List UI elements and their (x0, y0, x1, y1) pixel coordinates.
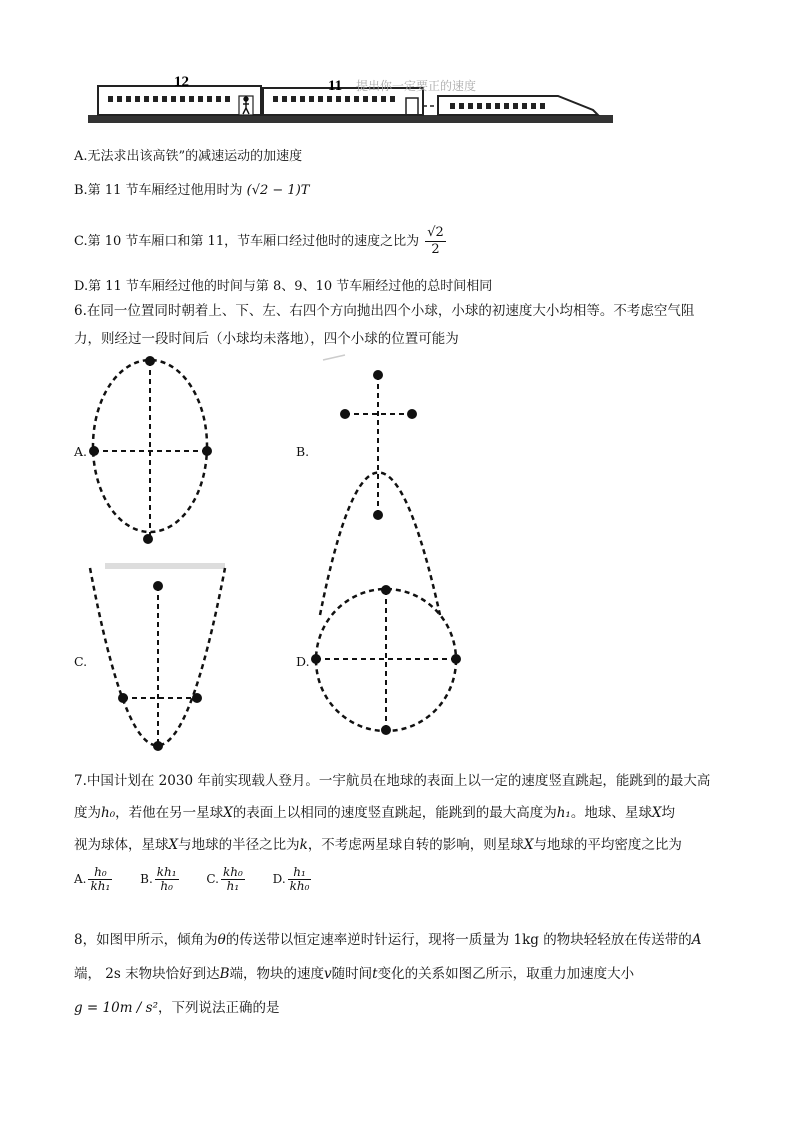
q5-option-c-text: C.第 10 节车厢口和第 11，节车厢口经过他时的速度之比为 (74, 234, 420, 249)
q7-var-k: k (299, 837, 308, 853)
ball-right (451, 654, 461, 664)
q6-option-a-label: A. (74, 444, 88, 459)
q7-var-h0: h₀ (101, 805, 116, 821)
ball-down (373, 510, 383, 520)
track (88, 115, 613, 123)
q5-option-b-expr: (√2 − 1)T (246, 183, 310, 198)
q6-option-d-label: D. (296, 654, 310, 669)
ball-down (381, 725, 391, 735)
parabola-path (90, 568, 225, 746)
q6-stem-line2: 力，则经过一段时间后（小球均未落地），四个小球的位置可能为 (74, 331, 459, 347)
ball-down (143, 534, 153, 544)
q7-text: 与地球的半径之比为 (178, 837, 300, 853)
ball-left (340, 409, 350, 419)
faded-ceiling (105, 563, 225, 569)
ball-left (118, 693, 128, 703)
faded-background-text: 提出你一定要正的速度 (356, 79, 477, 93)
q7-text: 均 (661, 805, 675, 821)
q6-stem-line1: 6.在同一位置同时朝着上、下、左、右四个方向抛出四个小球，小球的初速度大小均相等。不考虑空气阻 (74, 303, 695, 319)
q7-text: ，若他在另一星球 (115, 805, 224, 821)
q6-option-c-label: C. (74, 654, 88, 669)
q5-option-c (74, 222, 448, 262)
ball-left (311, 654, 321, 664)
q5-option-b (74, 182, 309, 200)
ball-up (145, 356, 155, 366)
q7-text: 的表面上以相同的速度竖直跳起，能跳到的最大高度为 (232, 805, 557, 821)
ball-right (202, 446, 212, 456)
q6-figure-a (88, 355, 218, 550)
train-car-12 (98, 86, 261, 115)
q5-option-d: D.第 11 节车厢经过他的时间与第 8、9、10 节车厢经过他的总时间相同 (74, 279, 493, 294)
q8-line3: g = 10m / s²，下列说法正确的是 (74, 1000, 280, 1016)
q7-choices (74, 866, 313, 893)
q5-option-b-text: B.第 11 节车厢经过他用时为 (74, 183, 243, 198)
q7-line3 (74, 829, 764, 861)
window-row-car-11 (273, 96, 395, 102)
q5-option-c-den: 2 (431, 242, 440, 257)
q7-choice-b: B. $\frac{\text{kh₁}}{\text{h₀}}$ (140, 865, 177, 893)
q7-text: 视为球体，星球 (74, 837, 169, 853)
q7-var-x: X (523, 837, 534, 853)
ball-right (192, 693, 202, 703)
q7-text: 与地球的平均密度之比为 (533, 837, 682, 853)
car-label-12: 12 (174, 74, 189, 90)
q6-stem (74, 297, 764, 353)
q7-var-x: X (651, 805, 662, 821)
q7-var-x: X (223, 805, 233, 821)
q7-line1: 7.中国计划在 2030 年前实现载人登月。一宇航员在地球的表面上以一定的速度竖直跳起，能跳到的最大高 (74, 773, 711, 789)
q6-option-b-label: B. (296, 444, 310, 459)
q7-stem (74, 765, 764, 861)
train-figure (88, 66, 628, 138)
q8-line1: 8，如图甲所示，倾角为θ的传送带以恒定速率逆时针运行，现将一质量为 1kg 的物块轻轻放在传送带的A (74, 932, 702, 948)
window-row-car-12 (108, 96, 230, 102)
q7-text: 。地球、星球 (570, 805, 652, 821)
q7-var-x: X (168, 837, 179, 853)
q7-text: 度为 (74, 805, 101, 821)
ball-up (381, 585, 391, 595)
q8-stem (74, 923, 764, 1025)
car-label-11: 11 (328, 78, 343, 94)
car-door (406, 98, 418, 115)
ball-up (373, 370, 383, 380)
ball-down (153, 741, 163, 751)
q5-option-c-num: √2 (427, 225, 444, 240)
ball-left (89, 446, 99, 456)
q8-line2: 端， 2s 末物块恰好到达B端，物块的速度v随时间t变化的关系如图乙所示，取重力加速度大小 (74, 966, 635, 982)
q7-choice-d: D. $\frac{\text{h₁}}{\text{kh₀}}$ (272, 865, 310, 893)
q6-figure-c (85, 563, 230, 758)
ball-up (153, 581, 163, 591)
faded-mark (323, 355, 345, 360)
window-row-locomotive (450, 103, 545, 109)
q7-line2 (74, 797, 764, 829)
ball-right (407, 409, 417, 419)
q7-text: ，不考虑两星球自转的影响，则星球 (307, 837, 524, 853)
q5-option-a: A.无法求出该高铁”的减速运动的加速度 (74, 149, 303, 164)
q7-var-h1: h₁ (556, 805, 571, 821)
q7-choice-a: A. $\frac{\text{h₀}}{\text{kh₁}}$ (74, 865, 111, 893)
q7-choice-c: C. $\frac{\text{kh₀}}{\text{h₁}}$ (206, 865, 243, 893)
q6-figure-d (310, 580, 465, 742)
